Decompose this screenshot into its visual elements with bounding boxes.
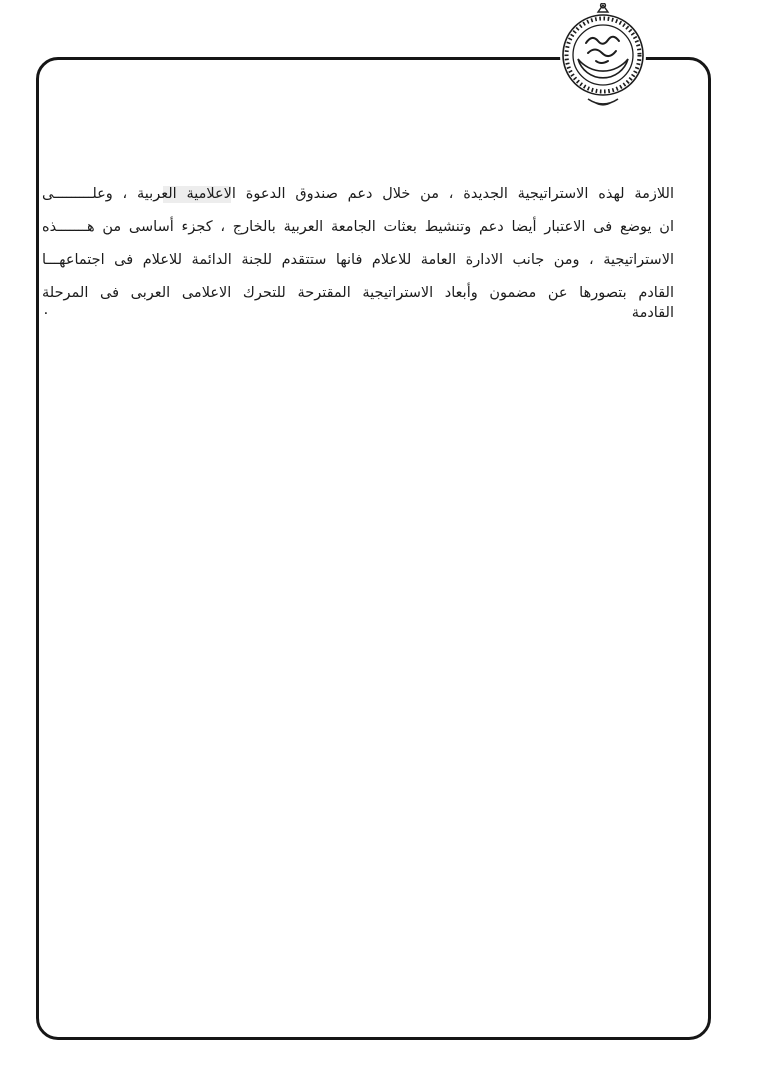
text-line-2: ان يوضع فى الاعتبار أيضا دعم وتنشيط بعثات الجامعة العربية بالخارج ، كجزء أساسى من هـــــــذه [42,219,674,235]
text-line-4: القادم بتصورها عن مضمون وأبعاد الاستراتيجية المقترحة للتحرك الاعلامى العربى فى المرحلة القادمة ٠ [42,285,674,321]
arab-league-seal-icon [558,3,648,113]
seal-graphic [558,3,648,113]
body-text [42,184,674,336]
text-line-1: اللازمة لهذه الاستراتيجية الجديدة ، من خلال دعم صندوق الدعوة الاعلامية العربية ، وعلـــــــــى [42,186,674,202]
text-line-3: الاستراتيجية ، ومن جانب الادارة العامة للاعلام فانها ستتقدم للجنة الدائمة للاعلام فى اجتماعهـــا [42,252,674,268]
